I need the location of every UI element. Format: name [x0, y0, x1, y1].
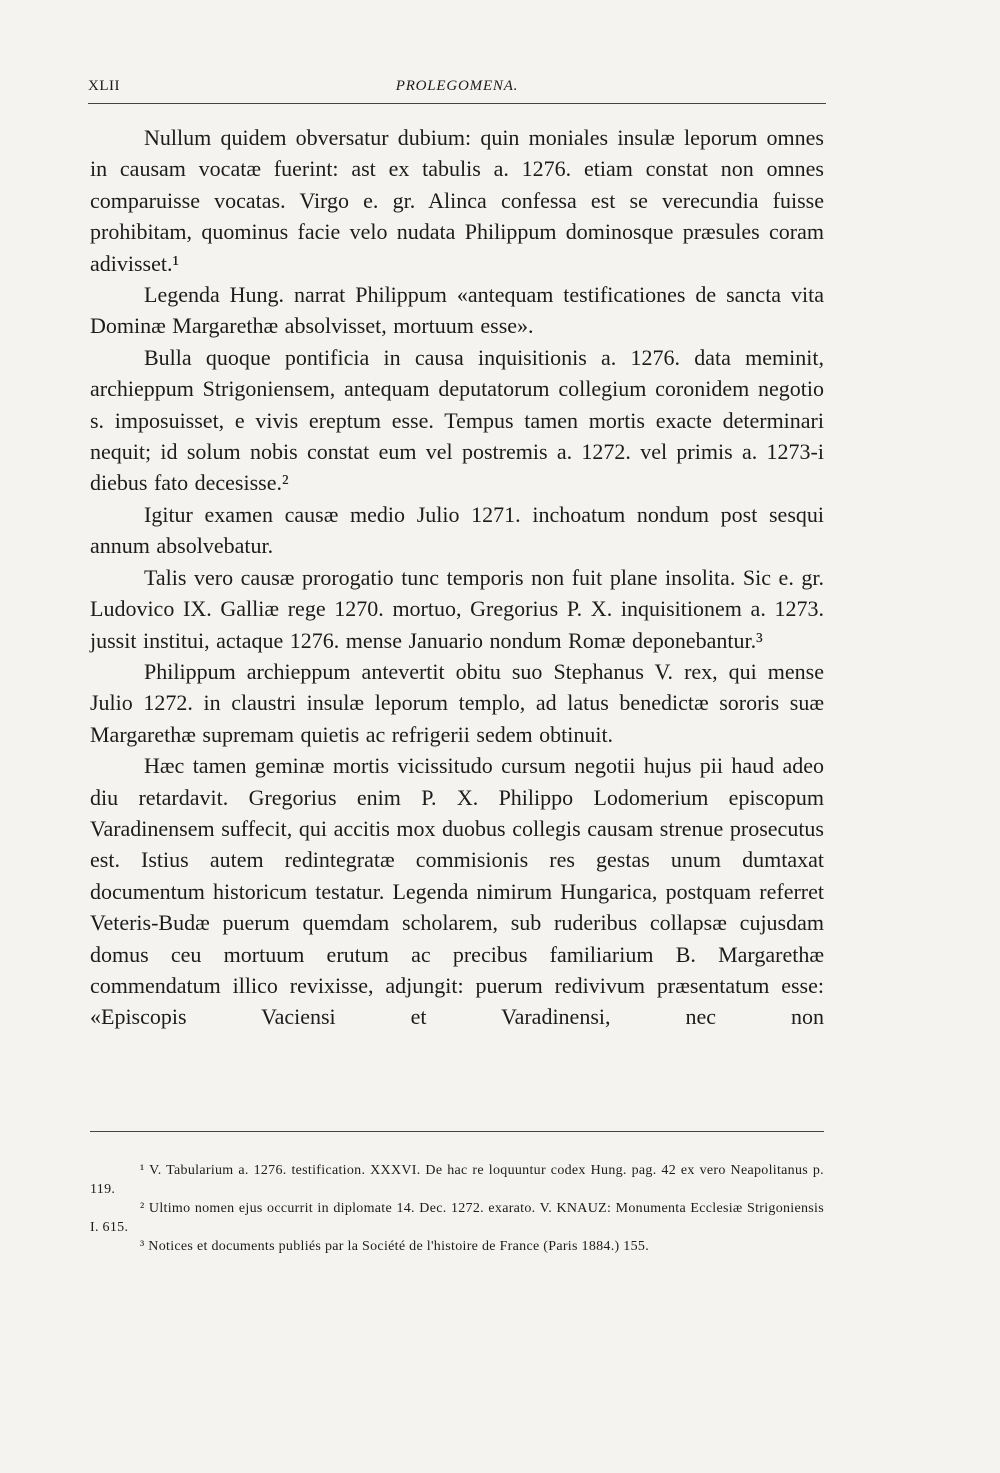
paragraph: Hæc tamen geminæ mortis vicissitudo cursum negotii hujus pii haud adeo diu retardavit. Gregorius enim P. X. Philippo Lodomerium episcopum Varadinensem suffecit, qui accitis mox duobus collegis causam strenue prosecutus est. Istius autem redintegratæ commisionis res gestas unum dumtaxat documentum historicum testatur. Legenda nimirum Hungarica, postquam referret Veteris-Budæ puerum quemdam scholarem, sub ruderibus collapsæ cujusdam domus ceu mortuum erutum ac precibus familiarium B. Margarethæ commendatum illico revixisse, adjungit: puerum redivivum præsentatum esse: «Episcopis Vaciensi et Varadinensi, nec non: [90, 753, 824, 1030]
footnote: ³ Notices et documents publiés par la Société de l'histoire de France (Paris 1884.) 155.: [140, 1239, 649, 1254]
paragraph: Igitur examen causæ medio Julio 1271. inchoatum nondum post sesqui annum absolvebatur.: [90, 501, 824, 559]
main-text: [90, 122, 824, 1033]
paragraph: Talis vero causæ prorogatio tunc temporis non fuit plane insolita. Sic e. gr. Ludovico IX. Galliæ rege 1270. mortuo, Gregorius P. X. inquisitionem a. 1273. jussit institui, actaque 1276. mense Januario nondum Romæ deponebantur.³: [90, 564, 824, 653]
footnote-rule: [90, 1131, 824, 1132]
header-rule: [88, 103, 826, 104]
running-title: PROLEGOMENA.: [395, 78, 519, 94]
paragraph: Nullum quidem obversatur dubium: quin moniales insulæ leporum omnes in causam vocatæ fuerint: ast ex tabulis a. 1276. etiam constat non omnes comparuisse vocatas. Virgo e. gr. Alinca confessa est se verecundia fuisse prohibitam, quominus facie velo nudata Philippum dominosque præsules coram adivisset.¹: [90, 125, 824, 276]
footnote: ¹ V. Tabularium a. 1276. testification. XXXVI. De hac re loquuntur codex Hung. pag. 42 ex vero Neapolitanus p. 119.: [90, 1163, 824, 1197]
page-number: XLII: [88, 78, 120, 94]
paragraph: Philippum archieppum antevertit obitu suo Stephanus V. rex, qui mense Julio 1272. in claustri insulæ leporum templo, ad latus benedictæ sororis suæ Margarethæ supremam quietis ac refrigerii sedem obtinuit.: [90, 658, 824, 747]
paragraph: Legenda Hung. narrat Philippum «antequam testificationes de sancta vita Dominæ Margarethæ absolvisset, mortuum esse».: [90, 282, 824, 339]
running-head: [88, 78, 826, 102]
paragraph: Bulla quoque pontificia in causa inquisitionis a. 1276. data meminit, archieppum Strigoniensem, antequam deputatorum collegium coronidem negotio s. imposuisset, e vivis ereptum esse. Tempus tamen mortis exacte determinari nequit; id solum nobis constat eum vel postremis a. 1272. vel primis a. 1273-i diebus fato decesisse.²: [90, 344, 824, 496]
footnote: ² Ultimo nomen ejus occurrit in diplomate 14. Dec. 1272. exarato. V. KNAUZ: Monumenta Ecclesiæ Strigoniensis I. 615.: [90, 1201, 824, 1235]
footnotes: [90, 1161, 824, 1256]
